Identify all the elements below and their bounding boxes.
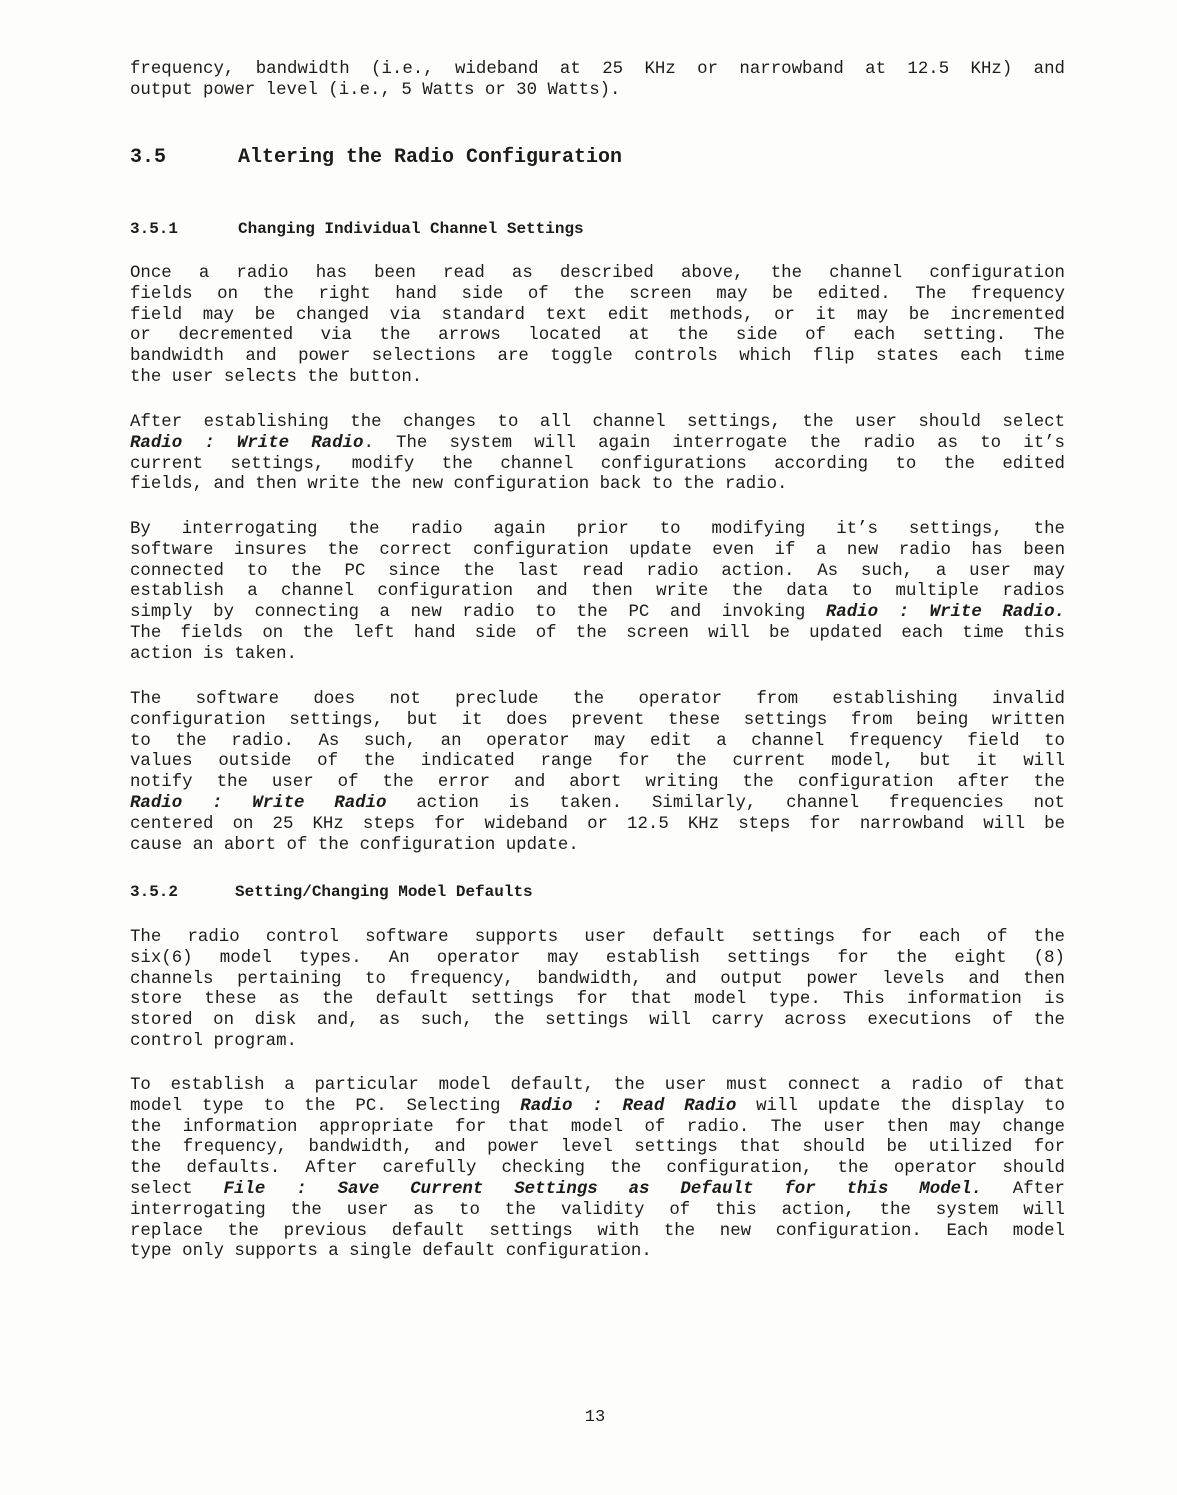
paragraph bbox=[130, 264, 1065, 389]
paragraph bbox=[130, 928, 1065, 1053]
text-line: interrogating the user as to the validity of this action, the system will bbox=[130, 1200, 1065, 1220]
text-line: values outside of the indicated range for the current model, but it will bbox=[130, 752, 1065, 772]
text-line bbox=[130, 603, 1065, 624]
text-fragment: . The system will again interrogate the radio as to it’s bbox=[363, 433, 1065, 453]
text-line bbox=[130, 434, 1065, 455]
text-line: field may be changed via standard text edit methods, or it may be incremented bbox=[130, 305, 1065, 325]
text-line: to the radio. As such, an operator may edit a channel frequency field to bbox=[130, 731, 1065, 751]
text-line bbox=[130, 1180, 1065, 1201]
text-fragment: action is taken. Similarly, channel frequencies not bbox=[386, 793, 1065, 813]
subsection-title: Changing Individual Channel Settings bbox=[238, 220, 584, 238]
paragraph bbox=[130, 413, 1065, 496]
subsection-title: Setting/Changing Model Defaults bbox=[235, 883, 533, 901]
text-line: fields on the right hand side of the screen may be edited. The frequency bbox=[130, 284, 1065, 304]
text-line bbox=[130, 794, 1065, 815]
text-line: bandwidth and power selections are toggle controls which flip states each time bbox=[130, 347, 1065, 367]
subsection-heading bbox=[130, 220, 584, 238]
text-line: stored on disk and, as such, the settings will carry across executions of the bbox=[130, 1011, 1065, 1031]
menu-command: Radio : Write Radio bbox=[130, 793, 387, 813]
text-line: After establishing the changes to all channel settings, the user should select bbox=[130, 413, 1065, 432]
text-fragment: After bbox=[981, 1179, 1065, 1199]
menu-command: File : Save Current Settings as Default for this Model. bbox=[223, 1179, 982, 1199]
text-line: Once a radio has been read as described above, the channel configuration bbox=[130, 264, 1065, 283]
paragraph bbox=[130, 520, 1065, 666]
text-line: the information appropriate for that model of radio. The user then may change bbox=[130, 1117, 1065, 1137]
paragraph bbox=[130, 690, 1065, 856]
text-line: the user selects the button. bbox=[130, 367, 423, 387]
text-line: fields, and then write the new configuration back to the radio. bbox=[130, 475, 788, 495]
text-line: centered on 25 KHz steps for wideband or 12.5 KHz steps for narrowband will be bbox=[130, 814, 1065, 834]
text-line: The fields on the left hand side of the screen will be updated each time this bbox=[130, 623, 1065, 643]
text-line: software insures the correct configuration update even if a new radio has been bbox=[130, 540, 1065, 560]
text-line: cause an abort of the configuration update. bbox=[130, 835, 579, 855]
text-line: store these as the default settings for that model type. This information is bbox=[130, 990, 1065, 1010]
menu-command: Radio : Write Radio bbox=[130, 433, 364, 453]
subsection-number: 3.5.1 bbox=[130, 220, 179, 238]
page-number: 13 bbox=[584, 1408, 606, 1427]
text-line: By interrogating the radio again prior to modifying it’s settings, the bbox=[130, 520, 1065, 539]
text-line: establish a channel configuration and then write the data to multiple radios bbox=[130, 582, 1065, 602]
subsection-heading bbox=[130, 883, 533, 901]
text-fragment: simply by connecting a new radio to the PC and invoking bbox=[130, 603, 826, 623]
text-fragment: model type to the PC. Selecting bbox=[130, 1096, 521, 1116]
menu-command: Radio : Write Radio. bbox=[825, 603, 1065, 623]
text-line: To establish a particular model default, the user must connect a radio of that bbox=[130, 1076, 1065, 1095]
text-line: the frequency, bandwidth, and power level settings that should be utilized for bbox=[130, 1138, 1065, 1158]
text-line: the defaults. After carefully checking the configuration, the operator should bbox=[130, 1159, 1065, 1179]
text-line: notify the user of the error and abort writing the configuration after the bbox=[130, 773, 1065, 793]
text-line bbox=[130, 1097, 1065, 1118]
text-line: configuration settings, but it does prevent these settings from being written bbox=[130, 710, 1065, 730]
text-fragment: will update the display to bbox=[736, 1096, 1065, 1116]
text-line: output power level (i.e., 5 Watts or 30 Watts). bbox=[130, 80, 621, 100]
text-fragment: select bbox=[130, 1179, 224, 1199]
text-line: type only supports a single default configuration. bbox=[130, 1242, 652, 1262]
text-line: connected to the PC since the last read radio action. As such, a user may bbox=[130, 561, 1065, 581]
text-line: control program. bbox=[130, 1031, 297, 1051]
text-line: or decremented via the arrows located at the side of each setting. The bbox=[130, 326, 1065, 346]
text-line: six(6) model types. An operator may establish settings for the eight (8) bbox=[130, 948, 1065, 968]
paragraph bbox=[130, 1076, 1065, 1263]
text-line: The software does not preclude the operator from establishing invalid bbox=[130, 690, 1065, 709]
menu-command: Radio : Read Radio bbox=[520, 1096, 737, 1116]
section-heading bbox=[130, 146, 622, 169]
section-title: Altering the Radio Configuration bbox=[238, 146, 623, 169]
text-line: channels pertaining to frequency, bandwidth, and output power levels and then bbox=[130, 969, 1065, 989]
text-line: replace the previous default settings with the new configuration. Each model bbox=[130, 1221, 1065, 1241]
section-number: 3.5 bbox=[130, 146, 167, 169]
text-line: action is taken. bbox=[130, 644, 297, 664]
text-line: The radio control software supports user default settings for each of the bbox=[130, 928, 1065, 947]
intro-paragraph bbox=[130, 60, 1065, 102]
text-line: frequency, bandwidth (i.e., wideband at 25 KHz or narrowband at 12.5 KHz) and bbox=[130, 60, 1065, 79]
text-line: current settings, modify the channel configurations according to the edited bbox=[130, 454, 1065, 474]
subsection-number: 3.5.2 bbox=[130, 883, 179, 901]
